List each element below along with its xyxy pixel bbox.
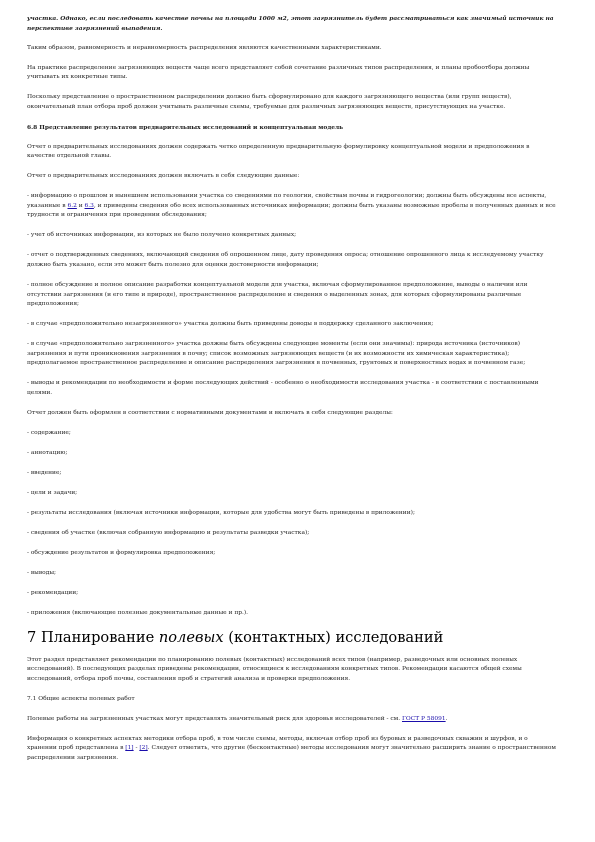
list-item: - в случае «предположительно незагрязненного» участка должны быть приведены доводы в поддержку сделанного заключения; — [27, 321, 434, 328]
subsection-heading-7-1: 7.1 Общие аспекты полевых работ — [27, 695, 135, 702]
section-title-part: Планирование — [40, 628, 159, 646]
paragraph: Этот раздел представляет рекомендации по планированию полевых (контактных) исследований всех типов (например, разведочных или основных полевых исследований). В последующих разделах приведены рекомендации, относящиеся к исследованиям конкретных типов. Рекомендации касаются общей схемы исследований, отбора проб почвы, составления проб и стратегий анализа и проверки предположения. — [27, 656, 522, 682]
section-heading-7 — [27, 629, 557, 646]
text: - информацию о прошлом и нынешнем использовании участка со сведениями по геологии, свойствам почвы и гидрогеологии; должны быть обсуждены все аспекты, указанные в — [27, 193, 547, 209]
subsection-heading-6-8: 6.8 Представление результатов предварительных исследований и концептуальная модель — [27, 123, 344, 131]
link-ref-1[interactable]: [1] — [125, 745, 134, 752]
list-item: - полное обсуждение и полное описание разработки концептуальной модели для участка, включая сформулированное предположение, выводы о наличии или отсутствии загрязнения (и его типе и природе), пространственное распределение и сведения о выделенных зонах, для которых сформулированы различные предположения; — [27, 282, 528, 308]
list-item: - обсуждение результатов и формулировка предположения; — [27, 549, 216, 556]
paragraph — [27, 735, 557, 764]
link-6-2[interactable]: 6.2 — [67, 202, 77, 209]
paragraph: На практике распределение загрязняющих веществ чаще всего представляет собой сочетание различных типов распределения, и планы пробоотбора должны учитывать их конкретные типы. — [27, 64, 530, 81]
list-item: - сведения об участке (включая собранную информацию и результаты разведки участка); — [27, 529, 310, 536]
paragraph: Отчет должен быть оформлен в соответствии с нормативными документами и включать в себя следующие разделы: — [27, 409, 393, 416]
list-item: - цели и задачи; — [27, 489, 78, 496]
list-item: - содержание; — [27, 429, 71, 436]
text: - — [133, 745, 140, 752]
section-number: 7 — [27, 628, 37, 646]
paragraph: Поскольку представление о пространственном распределении должно быть сформулировано для каждого загрязняющего вещества (или групп веществ), окончательный план отбора проб должен учитывать различные схемы, требуемые для различных загрязняющих веществ, присутствующих на участке. — [27, 94, 512, 110]
section-title-italic: полевых — [158, 628, 224, 646]
list-item: - выводы и рекомендации по необходимости и форме последующих действий - особенно о необходимости исследования участка - в соответствии с поставленными целями. — [27, 380, 539, 396]
text: . Следует отметить, что другие (бесконтактные) методы исследования могут значительно расширить знание о пространственном распределении загрязнения. — [27, 745, 556, 762]
text: , и приведены сведения обо всех использованных источниках информации; должны быть указаны возможные пробелы в полученных данных и все трудности и ограничения при проведении обследования; — [27, 202, 556, 219]
paragraph: Отчет о предварительных исследованиях должен содержать четко определенную предварительную формулировку концептуальной модели и предположения в качестве отдельной главы. — [27, 143, 530, 160]
paragraph: Таким образом, равномерность и неравномерность распределения являются качественными характеристиками. — [27, 44, 382, 51]
link-gost[interactable]: ГОСТ Р 58091 — [401, 715, 446, 722]
text: Полевые работы на загрязненных участках могут представлять значительный риск для здоровья исследователей - см. — [27, 715, 402, 722]
list-item: - аннотацию; — [27, 449, 68, 456]
paragraph — [27, 715, 557, 725]
list-item: - введение; — [27, 469, 62, 476]
list-item: - результаты исследования (включая источники информации, которые для удобства могут быть приведены в приложении); — [27, 509, 415, 516]
list-item: - рекомендации; — [27, 589, 79, 596]
link-ref-2[interactable]: [2] — [139, 745, 148, 752]
list-item: - в случае «предположительно загрязненного» участка должны быть обсуждены следующие моменты (если они значимы): природа источника (источников) загрязнения и пути проникновения загрязнения в почву; список возможных загрязняющих веществ (и их возможности их химическая характеристика); предполагаемое пространственное распределение и описание распределения загрязнения в почвенных, грунтовых и поверхностных водах и почвенном газе; — [27, 341, 526, 367]
text: . — [445, 715, 448, 722]
list-item: - приложения (включающие полезные документальные данные и пр.). — [27, 609, 249, 616]
text: и — [76, 202, 85, 209]
list-item: - отчет о подтвержденных сведениях, включающий сведения об опрошенном лице, дату проведения опроса; отношение опрошенного лица к исследуемому участку должно быть указано, если это может быть полезно для оценки достоверности информации; — [27, 252, 544, 269]
list-item: - учет об источниках информации, из которых не было получено конкретных данных; — [27, 232, 297, 239]
link-6-3[interactable]: 6.3 — [84, 202, 94, 209]
paragraph: участка. Однако, если последовать качестве почвы на площади 1000 м2, этот загрязнитель будет рассматриваться как значимый источник на перспективе загрязнений выпадения. — [27, 15, 554, 32]
list-item: - выводы; — [27, 569, 57, 576]
section-title-part: (контактных) исследований — [223, 628, 444, 646]
paragraph: Отчет о предварительных исследованиях должен включать в себя следующие данные: — [27, 173, 300, 180]
text: Информация о конкретных аспектах методики отбора проб, в том числе схемы, методы, включая отбор проб из буровых и разведочных скважин и шурфов, и о хранении проб представлена в — [27, 735, 528, 752]
list-item — [27, 192, 557, 221]
